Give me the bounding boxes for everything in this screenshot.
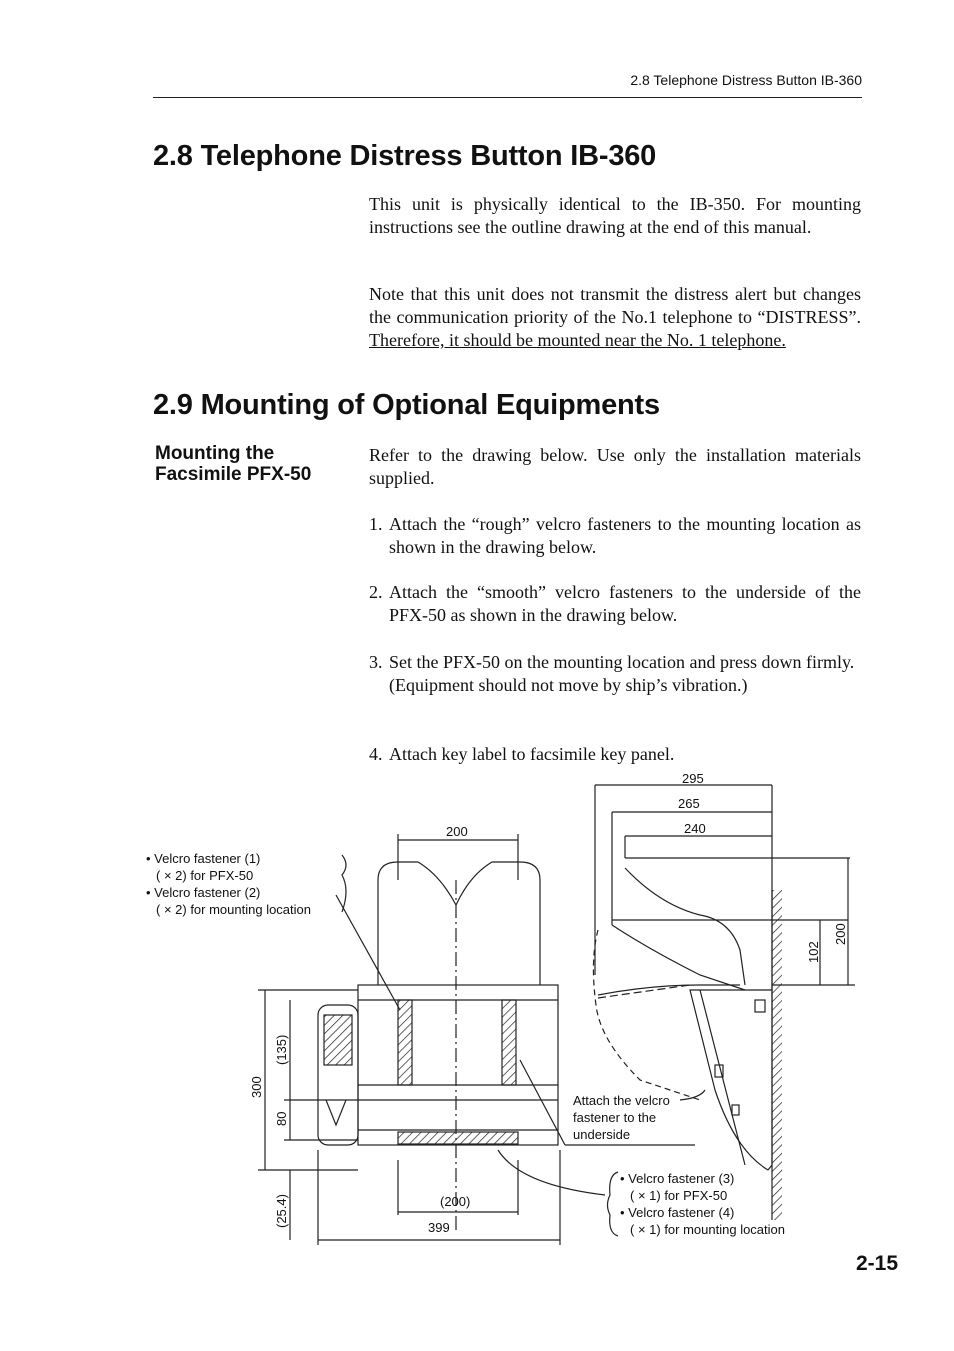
- note-velcro-4: • Velcro fastener (4): [620, 1205, 735, 1220]
- page-number: 2-15: [856, 1252, 899, 1275]
- section-title-2-8: 2.8 Telephone Distress Button IB-360: [153, 140, 657, 172]
- dim-300: 300: [249, 1076, 264, 1098]
- side-heading-line1: Mounting the: [155, 443, 275, 464]
- dim-240: 240: [684, 821, 706, 836]
- note-velcro-1-qty: ( × 2) for PFX-50: [156, 868, 254, 883]
- step-text: Attach key label to facsimile key panel.: [389, 744, 675, 764]
- dim-265: 265: [678, 796, 700, 811]
- side-heading-line2: Facsimile PFX-50: [155, 464, 312, 485]
- step-number: 3.: [369, 652, 383, 672]
- step-text: Set the PFX-50 on the mounting location and press down firmly.: [389, 652, 855, 672]
- note-velcro-3: • Velcro fastener (3): [620, 1171, 735, 1186]
- distress-note-text: Note that this unit does not transmit the distress alert but changes the communication priority of the No.1 telephone to “DISTRESS”.: [369, 284, 861, 327]
- dim-399: 399: [428, 1220, 450, 1235]
- note-velcro-4-qty: ( × 1) for mounting location: [630, 1222, 785, 1237]
- step-subnote: (Equipment should not move by ship’s vibration.): [389, 675, 748, 695]
- note-attach-1: Attach the velcro: [573, 1093, 670, 1108]
- running-head: 2.8 Telephone Distress Button IB-360: [630, 72, 862, 88]
- dim-200-top: 200: [446, 824, 468, 839]
- step-number: 4.: [369, 744, 383, 764]
- note-velcro-1: • Velcro fastener (1): [146, 851, 261, 866]
- note-velcro-2-qty: ( × 2) for mounting location: [156, 902, 311, 917]
- step-number: 1.: [369, 514, 383, 534]
- note-velcro-2: • Velcro fastener (2): [146, 885, 261, 900]
- dim-25-4: (25.4): [274, 1194, 289, 1228]
- note-velcro-3-qty: ( × 1) for PFX-50: [630, 1188, 728, 1203]
- note-attach-3: underside: [573, 1127, 631, 1142]
- distress-note-underlined: Therefore, it should be mounted near the No. 1 telephone.: [369, 330, 786, 350]
- section-title-2-9: 2.9 Mounting of Optional Equipments: [153, 389, 660, 421]
- paragraph-intro: Refer to the drawing below. Use only the installation materials supplied.: [369, 445, 861, 488]
- dim-135: (135): [274, 1034, 289, 1065]
- step-number: 2.: [369, 582, 383, 602]
- step-text: Attach the “rough” velcro fasteners to the mounting location as shown in the drawing below.: [389, 514, 861, 557]
- paragraph-identical-unit: This unit is physically identical to the IB-350. For mounting instructions see the outline drawing at the end of this manual.: [369, 194, 861, 237]
- step-text: Attach the “smooth” velcro fasteners to the underside of the PFX-50 as shown in the drawing below.: [389, 582, 861, 625]
- dim-80: 80: [274, 1111, 289, 1126]
- dim-200-bottom: (200): [440, 1194, 471, 1209]
- note-attach-2: fastener to the: [573, 1110, 657, 1125]
- dim-102: 102: [806, 941, 821, 963]
- dim-295: 295: [682, 771, 704, 786]
- dim-200-right: 200: [833, 923, 848, 945]
